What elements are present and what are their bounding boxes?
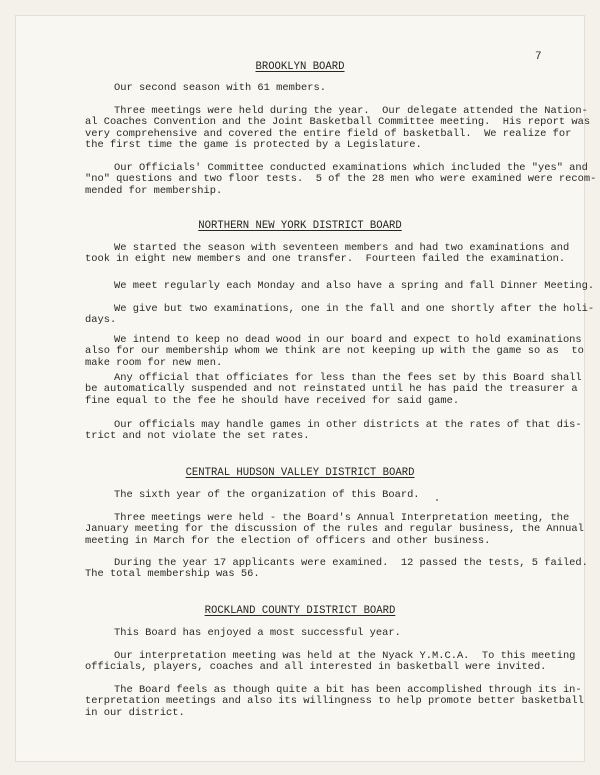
paragraph-line: Our Officials' Committee conducted examinations which included the "yes" and xyxy=(114,162,588,174)
document-page xyxy=(16,16,597,761)
paragraph-line: also for our membership whom we think are not keeping up with the game so as to xyxy=(85,345,584,358)
paragraph-line: Three meetings were held - the Board's Annual Interpretation meeting, the xyxy=(114,512,570,524)
paragraph-line: Three meetings were held during the year. Our delegate attended the Nation- xyxy=(114,105,588,117)
paragraph-line: Our second season with 61 members. xyxy=(114,82,327,94)
section-heading-text: ROCKLAND COUNTY DISTRICT BOARD xyxy=(204,605,396,617)
section-heading-text: CENTRAL HUDSON VALLEY DISTRICT BOARD xyxy=(185,467,415,479)
paragraph-line: meeting in March for the election of officers and other business. xyxy=(85,534,491,547)
paragraph-line: We give but two examinations, one in the fall and one shortly after the holi- xyxy=(114,303,595,315)
paragraph-line: We intend to keep no dead wood in our board and expect to hold examinations xyxy=(114,334,582,346)
paragraph-line: The Board feels as though quite a bit has been accomplished through its in- xyxy=(114,684,582,696)
section-heading xyxy=(16,61,584,73)
paragraph-line: trict and not violate the set rates. xyxy=(85,430,310,443)
paragraph-line: make room for new men. xyxy=(85,356,223,369)
section-heading xyxy=(16,605,584,617)
paragraph-line: Any official that officiates for less than the fees set by this Board shall xyxy=(114,372,582,384)
paragraph-line: officials, players, coaches and all interested in basketball were invited. xyxy=(85,661,547,674)
paragraph-line: in our district. xyxy=(85,706,185,719)
paragraph-line: Our interpretation meeting was held at the Nyack Y.M.C.A. To this meeting xyxy=(114,650,576,662)
paragraph-line: the first time the game is protected by a Legislature. xyxy=(85,139,422,152)
paragraph-line: The sixth year of the organization of this Board. xyxy=(114,489,420,501)
paragraph-line: terpretation meetings and also its willingness to help promote better basketball xyxy=(85,695,584,708)
paragraph-line: days. xyxy=(85,314,117,327)
paragraph-line: took in eight new members and one transfer. Fourteen failed the examination. xyxy=(85,253,566,266)
ink-speck xyxy=(436,499,438,501)
paragraph-line: very comprehensive and covered the entire field of basketball. We realize for xyxy=(85,127,572,140)
section-heading-text: BROOKLYN BOARD xyxy=(255,61,345,73)
paragraph-line: We meet regularly each Monday and also have a spring and fall Dinner Meeting. xyxy=(114,280,595,292)
paragraph-line: This Board has enjoyed a most successful year. xyxy=(114,627,401,639)
section-heading xyxy=(16,467,584,479)
paragraph-line: al Coaches Convention and the Joint Basketball Committee meeting. His report was xyxy=(85,116,591,129)
section-heading-text: NORTHERN NEW YORK DISTRICT BOARD xyxy=(198,220,402,232)
paragraph-line: fine equal to the fee he should have received for said game. xyxy=(85,394,460,407)
paragraph-line: mended for membership. xyxy=(85,184,223,197)
page-number: 7 xyxy=(535,51,542,63)
section-heading xyxy=(16,220,584,232)
paragraph-line: "no" questions and two floor tests. 5 of the 28 men who were examined were recom- xyxy=(85,173,597,186)
paragraph-line: Our officials may handle games in other districts at the rates of that dis- xyxy=(114,419,582,431)
paragraph-line: be automatically suspended and not reinstated until he has paid the treasurer a xyxy=(85,383,578,396)
paragraph-line: January meeting for the discussion of the rules and regular business, the Annual xyxy=(85,523,584,536)
paragraph-line: The total membership was 56. xyxy=(85,568,260,581)
paragraph-line: During the year 17 applicants were examined. 12 passed the tests, 5 failed. xyxy=(114,557,588,569)
paragraph-line: We started the season with seventeen members and had two examinations and xyxy=(114,242,570,254)
